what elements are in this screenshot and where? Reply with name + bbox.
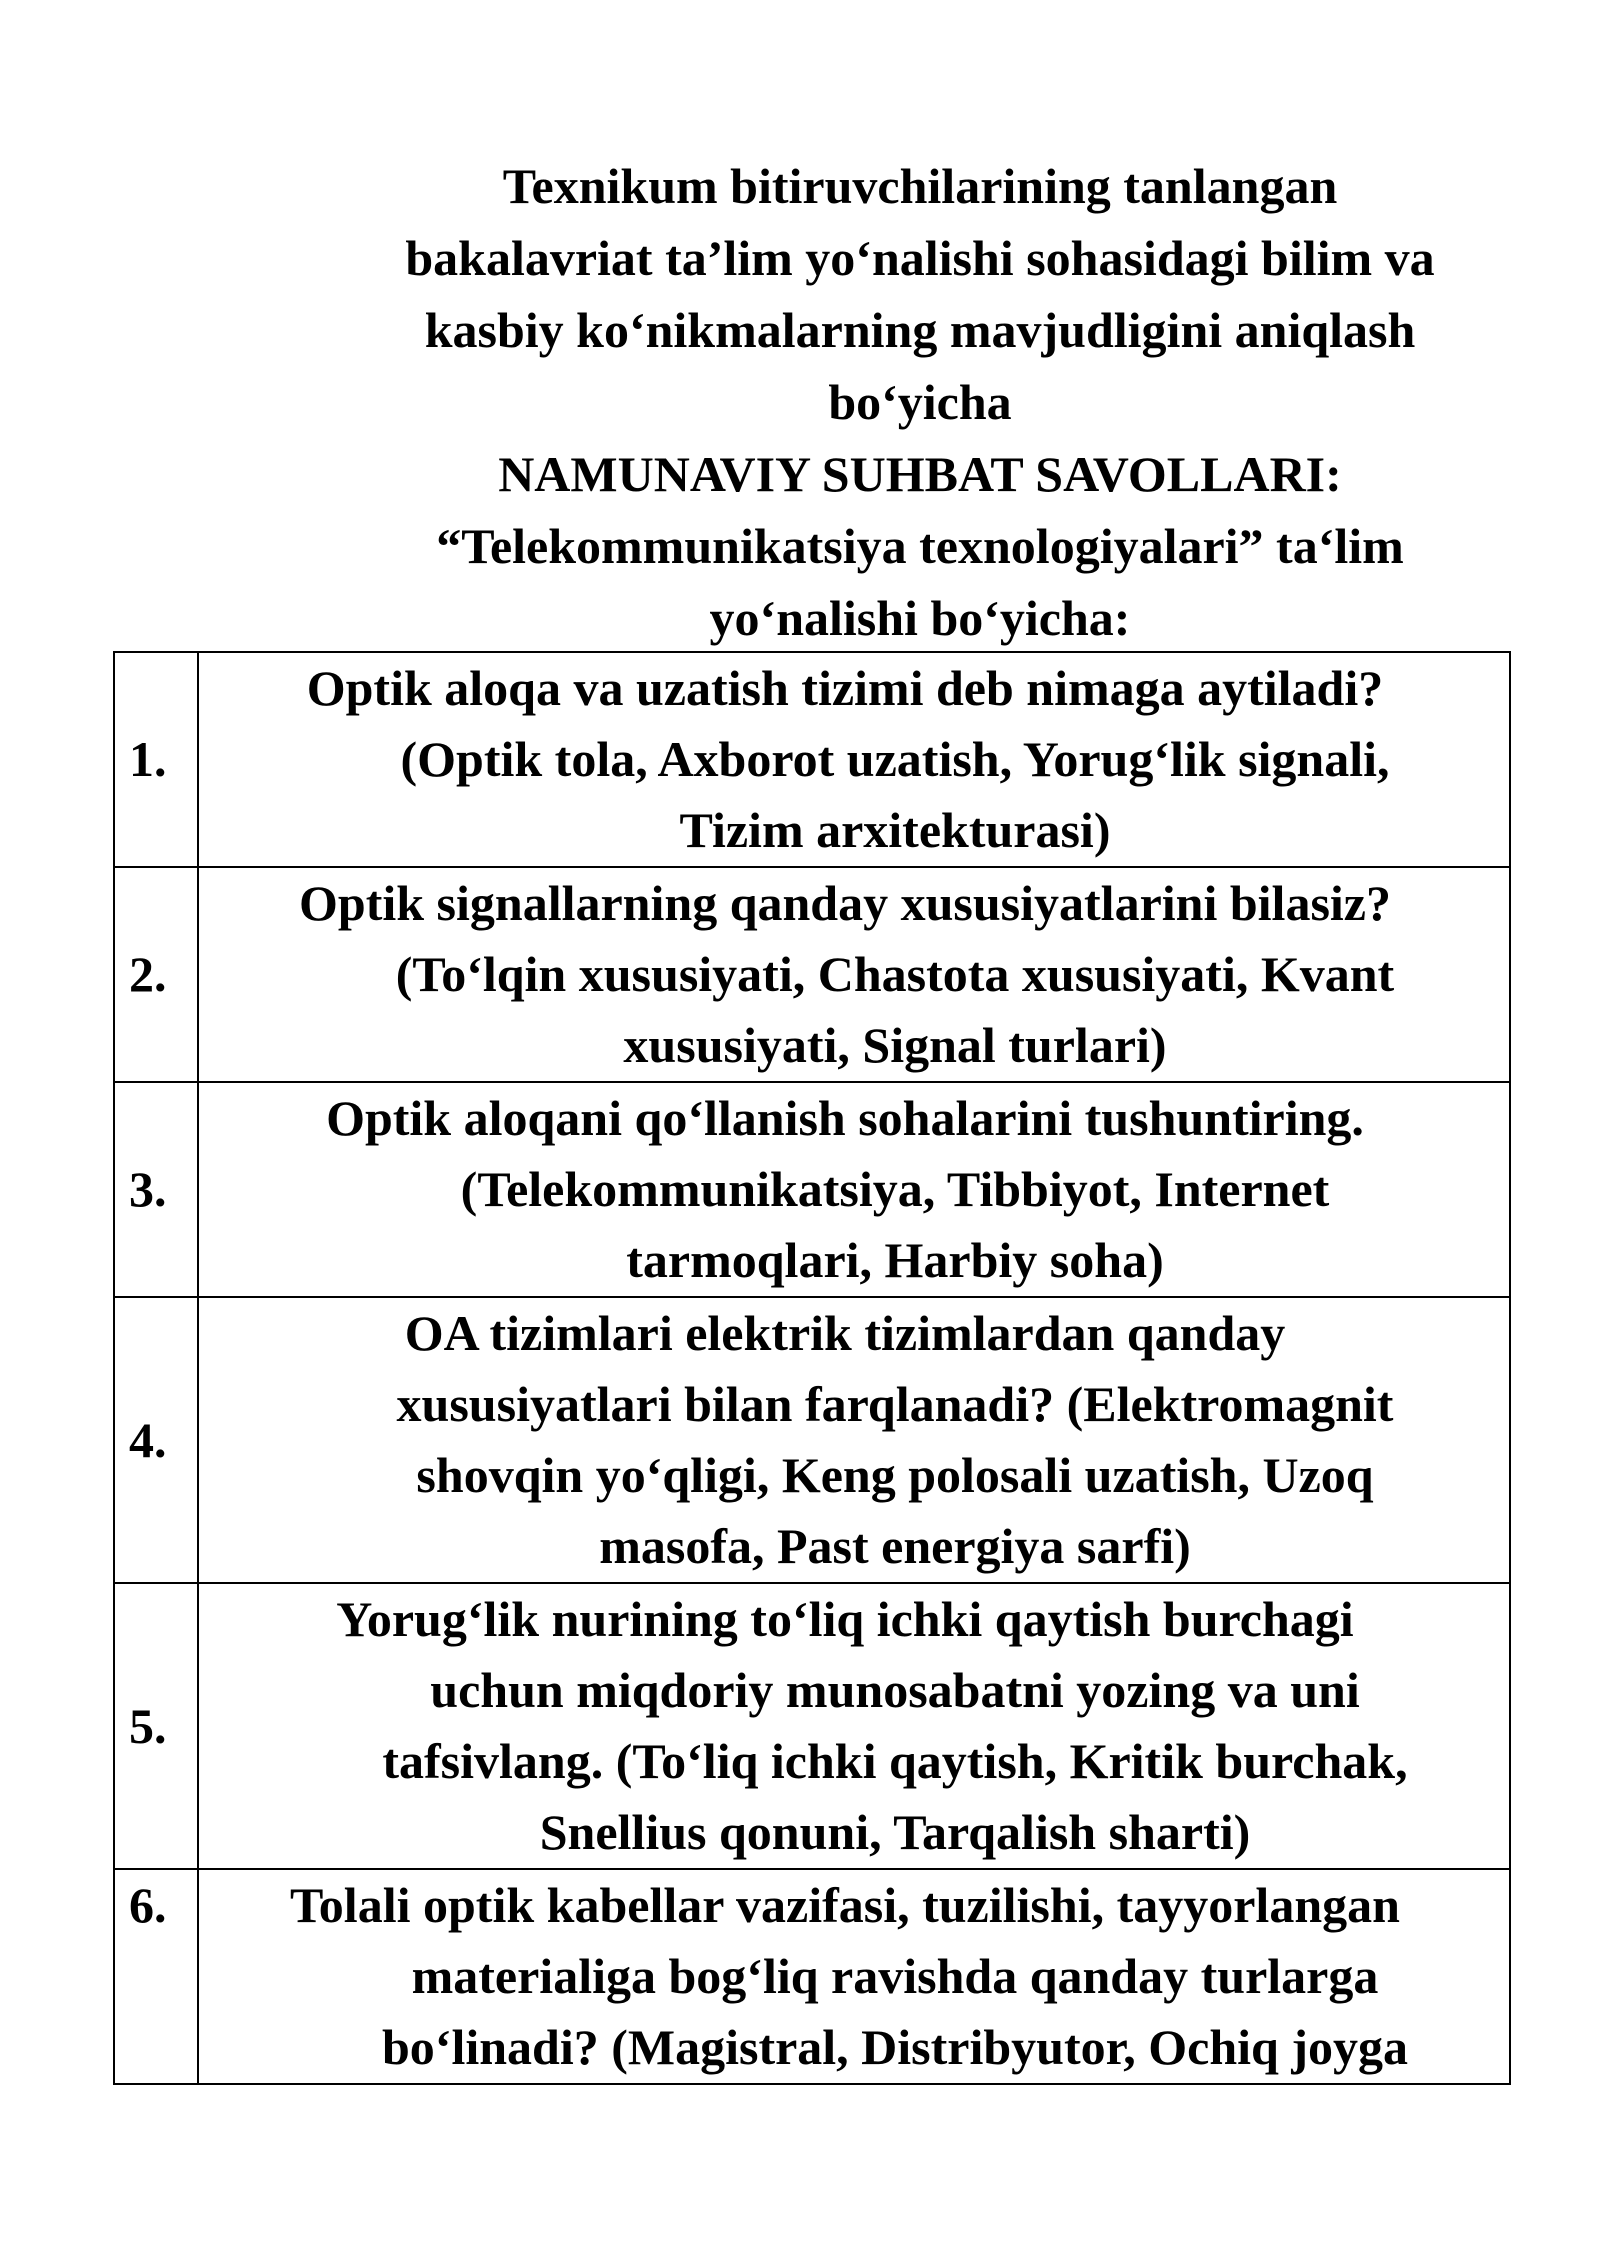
question-line: (Telekommunikatsiya, Tibbiyot, Internet	[460, 1161, 1330, 1217]
heading-line: bakalavriat ta’lim yo‘nalishi sohasidagi bilim va	[405, 230, 1435, 286]
document-heading	[360, 150, 1480, 654]
question-text	[198, 652, 1510, 867]
question-number: 3.	[114, 1082, 198, 1297]
question-line: Yorug‘lik nurining to‘liq ichki qaytish burchagi	[336, 1591, 1354, 1647]
question-line: (Optik tola, Axborot uzatish, Yorug‘lik signali,	[400, 731, 1390, 787]
question-line: Tolali optik kabellar vazifasi, tuzilishi, tayyorlangan	[290, 1877, 1400, 1933]
questions-table	[113, 651, 1511, 2085]
question-line: uchun miqdoriy munosabatni yozing va uni	[430, 1662, 1360, 1718]
question-line: Tizim arxitekturasi)	[679, 802, 1111, 858]
heading-line: kasbiy ko‘nikmalarning mavjudligini aniqlash	[424, 302, 1416, 358]
question-line: (To‘lqin xususiyati, Chastota xususiyati, Kvant	[395, 946, 1395, 1002]
question-text	[198, 1082, 1510, 1297]
question-line: Snellius qonuni, Tarqalish sharti)	[539, 1804, 1251, 1860]
question-line: materialiga bog‘liq ravishda qanday turlarga	[411, 1948, 1379, 2004]
heading-line: bo‘yicha	[828, 374, 1012, 430]
table-row	[114, 1869, 1510, 2084]
question-number: 4.	[114, 1297, 198, 1583]
question-number: 6.	[114, 1869, 198, 2084]
question-line: xususiyatlari bilan farqlanadi? (Elektromagnit	[396, 1376, 1394, 1432]
question-text	[198, 867, 1510, 1082]
heading-line: yo‘nalishi bo‘yicha:	[709, 590, 1131, 646]
question-line: tafsivlang. (To‘liq ichki qaytish, Kritik burchak,	[382, 1733, 1408, 1789]
question-text	[198, 1869, 1510, 2084]
heading-line: Texnikum bitiruvchilarining tanlangan	[502, 158, 1338, 214]
question-line: tarmoqlari, Harbiy soha)	[626, 1232, 1164, 1288]
table-row	[114, 1082, 1510, 1297]
table-row	[114, 867, 1510, 1082]
question-text	[198, 1583, 1510, 1869]
heading-line: “Telekommunikatsiya texnologiyalari” ta‘lim	[436, 518, 1404, 574]
question-line: OA tizimlari elektrik tizimlardan qanday	[404, 1305, 1286, 1361]
question-text	[198, 1297, 1510, 1583]
question-number: 5.	[114, 1583, 198, 1869]
heading-subtitle: NAMUNAVIY SUHBAT SAVOLLARI:	[498, 446, 1342, 502]
question-line: Optik aloqani qo‘llanish sohalarini tushuntiring.	[326, 1090, 1364, 1146]
question-line: bo‘linadi? (Magistral, Distribyutor, Ochiq joyga	[382, 2019, 1408, 2075]
table-row	[114, 652, 1510, 867]
question-line: xususiyati, Signal turlari)	[623, 1017, 1167, 1073]
question-line: Optik aloqa va uzatish tizimi deb nimaga aytiladi?	[306, 660, 1384, 716]
question-number: 1.	[114, 652, 198, 867]
table-row	[114, 1583, 1510, 1869]
question-line: shovqin yo‘qligi, Keng polosali uzatish, Uzoq	[416, 1447, 1374, 1503]
question-number: 2.	[114, 867, 198, 1082]
table-row	[114, 1297, 1510, 1583]
question-line: masofa, Past energiya sarfi)	[599, 1518, 1191, 1574]
question-line: Optik signallarning qanday xususiyatlarini bilasiz?	[299, 875, 1391, 931]
